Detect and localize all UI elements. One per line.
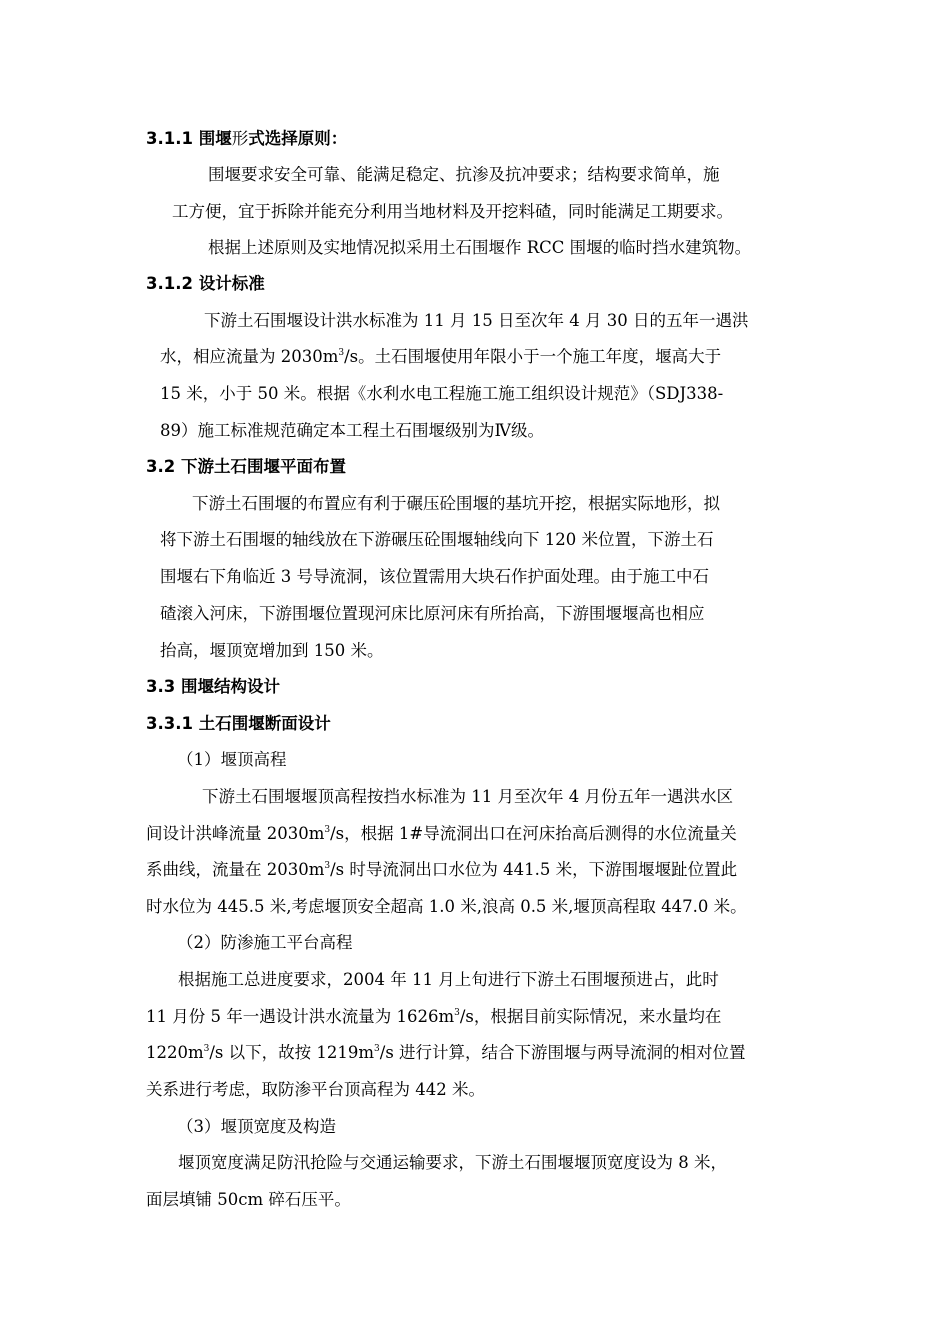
- item-title: （3）堰顶宽度及构造: [177, 1117, 336, 1136]
- heading-3-3-1: 3.3.1 土石围堰断面设计: [146, 714, 331, 733]
- paragraph-line: 下游土石围堰设计洪水标准为 11 月 15 日至次年 4 月 30 日的五年一遇洪: [204, 311, 749, 330]
- paragraph-line: 下游土石围堰堰顶高程按挡水标准为 11 月至次年 4 月份五年一遇洪水区: [202, 787, 733, 806]
- paragraph-line: 围堰要求安全可靠、能满足稳定、抗渗及抗冲要求；结构要求简单，施: [208, 165, 720, 184]
- paragraph-line: 时水位为 445.5 米,考虑堰顶安全超高 1.0 米,浪高 0.5 米,堰顶高程取 447.0 米。: [146, 897, 747, 916]
- heading-3-1-1: 3.1.1 围堰形式选择原则：: [146, 129, 348, 148]
- heading-3-1-2: 3.1.2 设计标准: [146, 274, 265, 293]
- paragraph-line: 根据上述原则及实地情况拟采用土石围堰作 RCC 围堰的临时挡水建筑物。: [208, 238, 752, 257]
- paragraph-line: 围堰右下角临近 3 号导流洞，该位置需用大块石作护面处理。由于施工中石: [160, 567, 709, 586]
- paragraph-line: 水，相应流量为 $2030m^3/s$。土石围堰使用年限小于一个施工年度，堰高大于: [160, 347, 722, 366]
- paragraph-line: 系曲线，流量在 $2030m^3/s$ 时导流洞出口水位为 441.5 米，下游围堰堰趾位置此: [146, 860, 738, 879]
- paragraph-line: 根据施工总进度要求，2004 年 11 月上旬进行下游土石围堰预进占，此时: [178, 970, 719, 989]
- heading-3-2: 3.2 下游土石围堰平面布置: [146, 457, 346, 476]
- item-title: （1）堰顶高程: [177, 750, 287, 769]
- item-title: （2）防渗施工平台高程: [177, 933, 353, 952]
- paragraph-line: 将下游土石围堰的轴线放在下游碾压砼围堰轴线向下 120 米位置，下游土石: [160, 530, 714, 549]
- paragraph-line: 堰顶宽度满足防汛抢险与交通运输要求，下游土石围堰堰顶宽度设为 8 米，: [178, 1153, 727, 1172]
- paragraph-line: 面层填铺 50cm 碎石压平。: [146, 1190, 351, 1209]
- paragraph-line: 15 米，小于 50 米。根据《水利水电工程施工施工组织设计规范》（SDJ338-: [160, 384, 724, 403]
- paragraph-line: 11 月份 5 年一遇设计洪水流量为 $1626m^3/s$，根据目前实际情况，来水量均在: [146, 1007, 722, 1026]
- paragraph-line: 间设计洪峰流量 $2030m^3/s$，根据 1#导流洞出口在河床抬高后测得的水位流量关: [146, 824, 737, 843]
- heading-3-3: 3.3 围堰结构设计: [146, 677, 280, 696]
- paragraph-line: 抬高，堰顶宽增加到 150 米。: [160, 641, 384, 660]
- paragraph-line: 碴滚入河床，下游围堰位置现河床比原河床有所抬高，下游围堰堰高也相应: [160, 604, 705, 623]
- paragraph-line: 关系进行考虑，取防渗平台顶高程为 442 米。: [146, 1080, 485, 1099]
- paragraph-line: 下游土石围堰的布置应有利于碾压砼围堰的基坑开挖，根据实际地形，拟: [192, 494, 720, 513]
- paragraph-line: 工方便，宜于拆除并能充分利用当地材料及开挖料碴，同时能满足工期要求。: [172, 202, 733, 221]
- paragraph-line: 89）施工标准规范确定本工程土石围堰级别为Ⅳ级。: [160, 421, 544, 440]
- paragraph-line: $1220m^3/s$ 以下，故按 $1219m^3/s$ 进行计算，结合下游围堰与两导流洞的相对位置: [146, 1043, 746, 1062]
